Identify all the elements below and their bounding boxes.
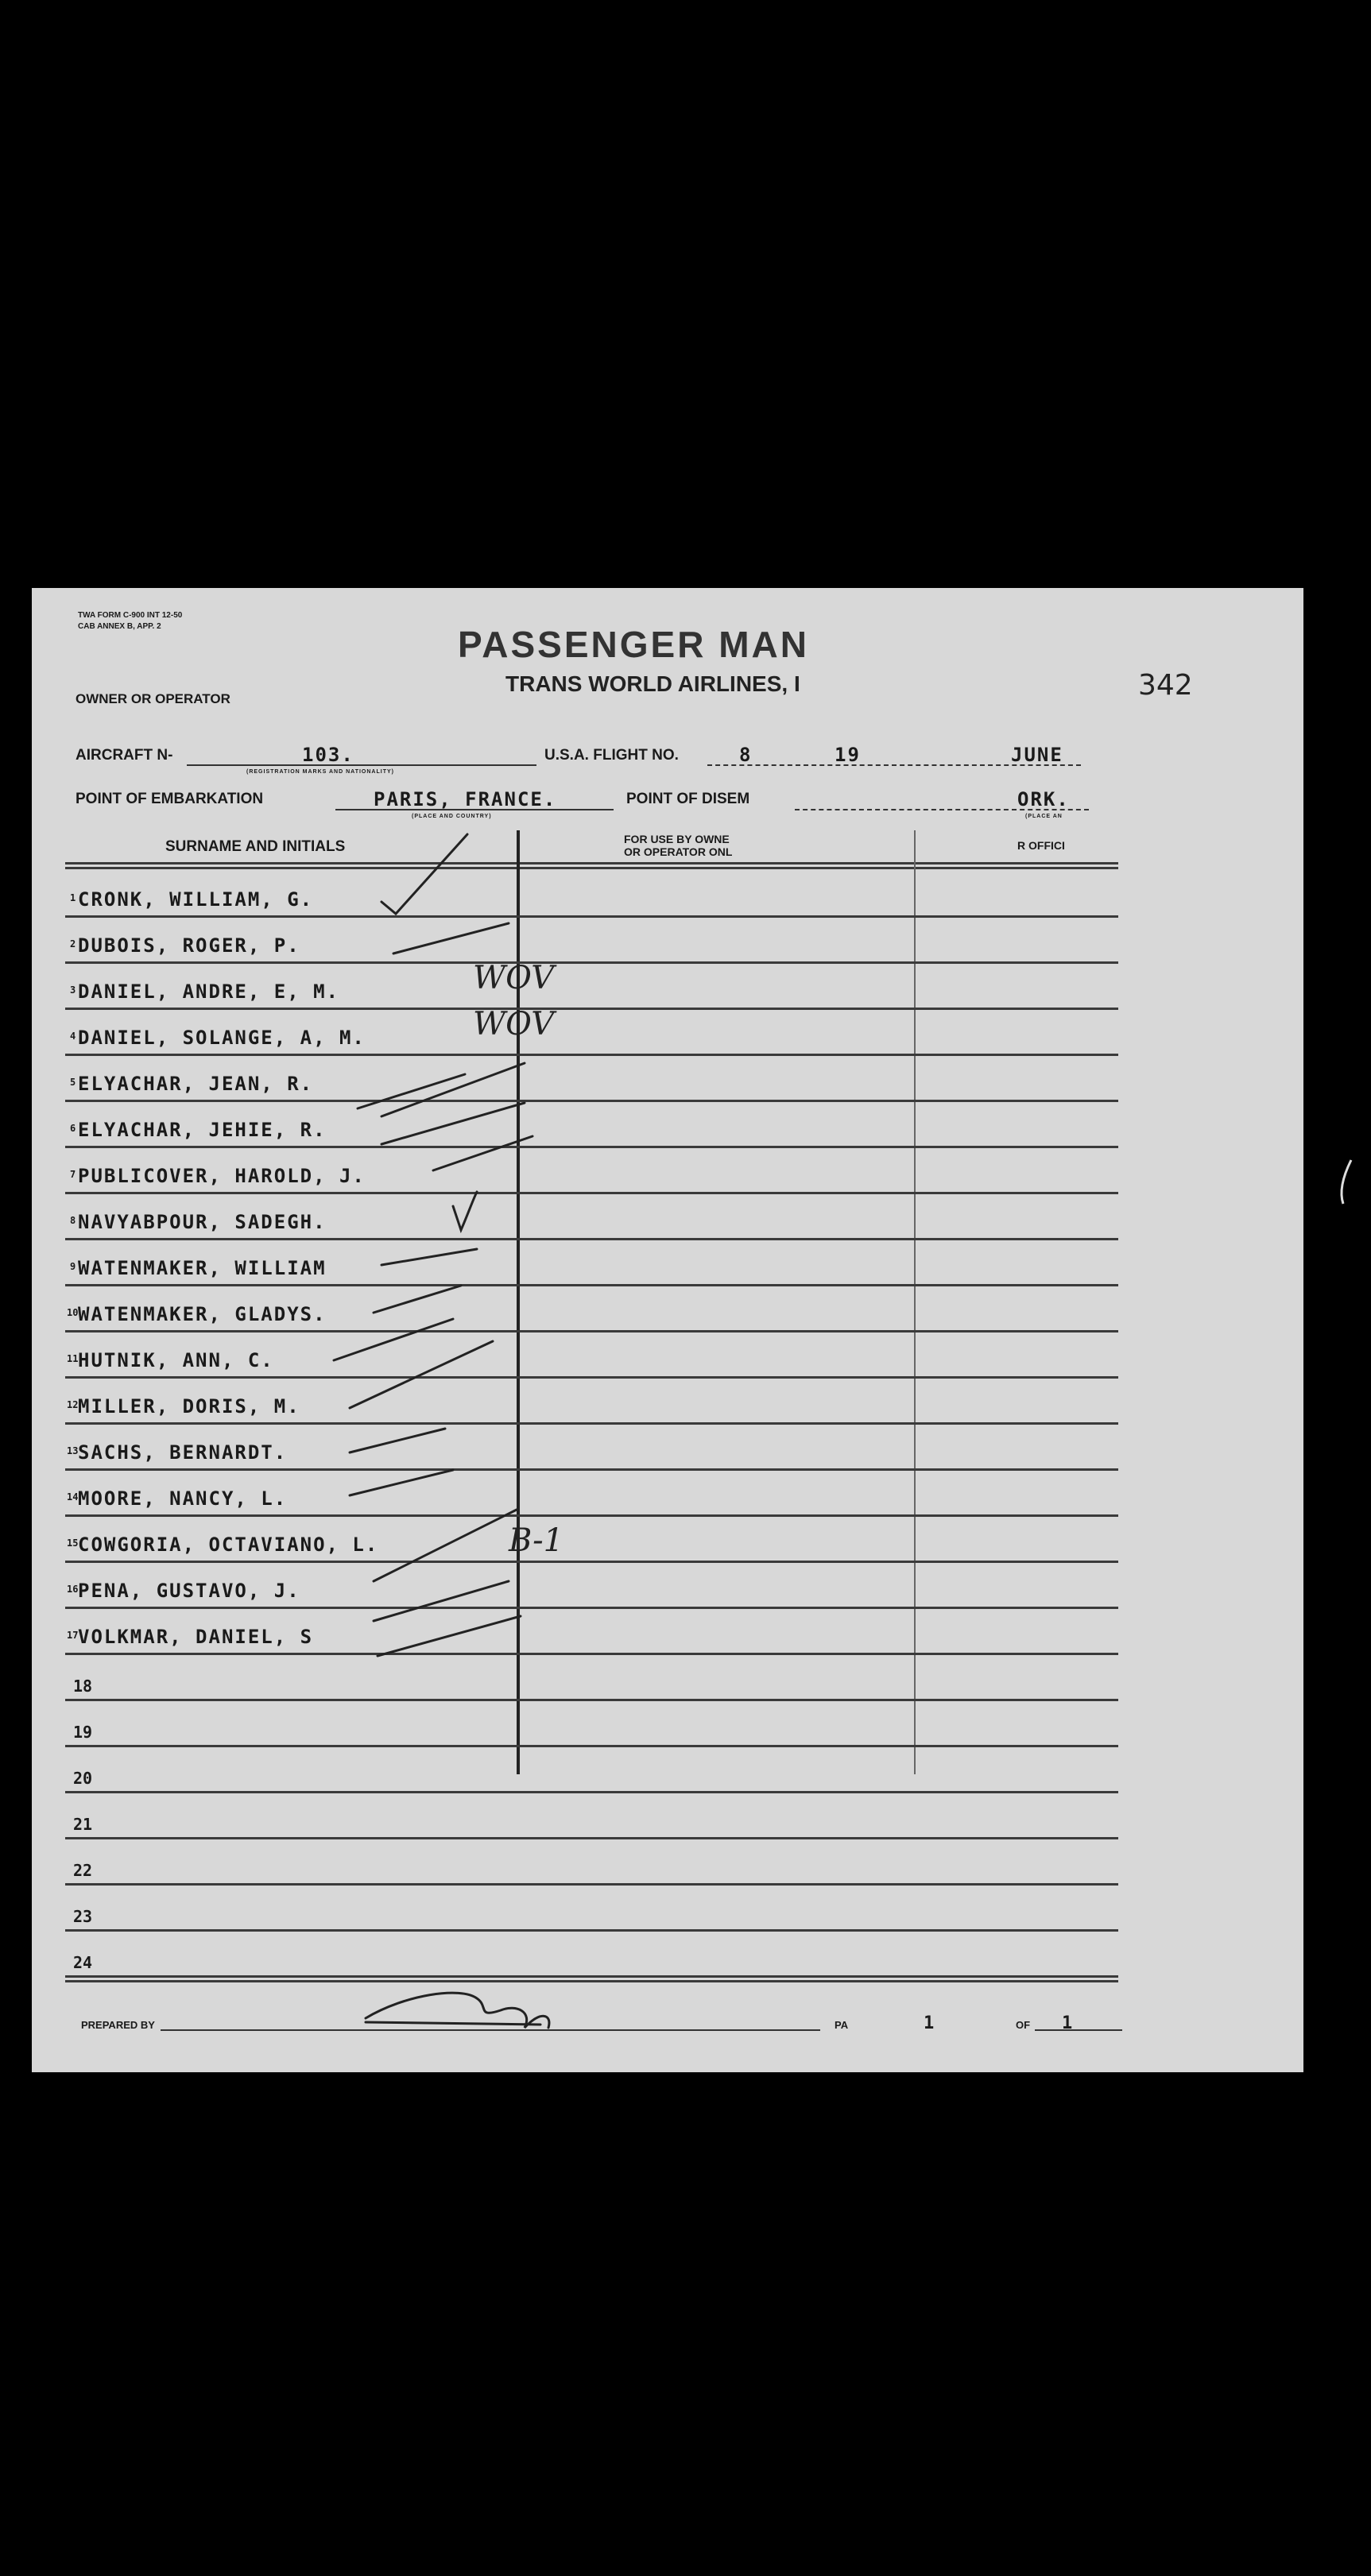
registration-caption: (REGISTRATION MARKS AND NATIONALITY) (246, 769, 394, 775)
row-number: 19 (73, 1723, 93, 1742)
row-number: 15 (67, 1537, 79, 1549)
row-number: 22 (73, 1861, 93, 1880)
passenger-name: NAVYABPOUR, SADEGH. (78, 1211, 327, 1233)
place-caption: (PLACE AND COUNTRY) (412, 814, 492, 819)
official-use-header: R OFFICI (1017, 839, 1065, 852)
passenger-name: VOLKMAR, DANIEL, S (78, 1626, 314, 1648)
airline-name: TRANS WORLD AIRLINES, I (505, 671, 800, 696)
handwritten-wov-1: WOV (473, 960, 555, 996)
passenger-name: DANIEL, ANDRE, E, M. (78, 981, 339, 1003)
disembarkation-value: ORK. (1017, 788, 1070, 810)
row-number: 20 (73, 1769, 93, 1788)
prepared-by-label: PREPARED BY (81, 2019, 155, 2031)
row-number: 17 (67, 1630, 79, 1641)
row-number: 7 (70, 1169, 76, 1180)
row-number: 21 (73, 1815, 93, 1834)
month-value: JUNE (1011, 744, 1063, 766)
passenger-name: COWGORIA, OCTAVIANO, L. (78, 1534, 379, 1556)
passenger-name: ELYACHAR, JEAN, R. (78, 1073, 314, 1095)
row-number: 14 (67, 1491, 79, 1503)
tick-stroke-icon (350, 1470, 453, 1495)
row-number: 4 (70, 1031, 76, 1042)
tick-stroke-icon (378, 1616, 521, 1656)
handwritten-wov-2: WOV (473, 1006, 555, 1042)
tick-stroke-icon (374, 1510, 517, 1581)
embarkation-label: POINT OF EMBARKATION (76, 791, 264, 807)
row-number: 3 (70, 984, 76, 996)
tick-stroke-icon (374, 1286, 461, 1313)
row-number: 16 (67, 1584, 79, 1595)
passenger-name: DANIEL, SOLANGE, A, M. (78, 1027, 366, 1049)
tick-stroke-icon (393, 923, 509, 953)
page-value: 1 (924, 2013, 936, 2033)
flight-value: 8 (739, 744, 753, 766)
handwritten-checkmarks (32, 588, 1303, 2072)
row-number: 6 (70, 1123, 76, 1134)
tick-stroke-icon (334, 1319, 453, 1360)
place-caption-2: (PLACE AN (1025, 814, 1063, 819)
passenger-name: PUBLICOVER, HAROLD, J. (78, 1165, 366, 1187)
row-number: 8 (70, 1215, 76, 1226)
owner-label: OWNER OR OPERATOR (76, 691, 230, 706)
passenger-name: SACHS, BERNARDT. (78, 1441, 288, 1464)
row-number: 11 (67, 1353, 79, 1364)
passenger-name: MOORE, NANCY, L. (78, 1487, 288, 1510)
page-label: PA (835, 2019, 849, 2031)
passenger-name: CRONK, WILLIAM, G. (78, 888, 314, 911)
tick-stroke-icon (381, 1249, 477, 1265)
tick-stroke-icon (433, 1136, 533, 1170)
row-number: 2 (70, 938, 76, 950)
date-value: 19 (835, 744, 861, 766)
passenger-name: MILLER, DORIS, M. (78, 1395, 300, 1418)
row-number: 18 (73, 1677, 93, 1696)
form-id: TWA FORM C-900 INT 12-50 (78, 611, 183, 620)
embarkation-value: PARIS, FRANCE. (374, 788, 557, 810)
passenger-name: DUBOIS, ROGER, P. (78, 934, 300, 957)
passenger-name: ELYACHAR, JEHIE, R. (78, 1119, 327, 1141)
row-number: 24 (73, 1953, 93, 1972)
manifest-title: PASSENGER MAN (458, 624, 809, 665)
passenger-name: PENA, GUSTAVO, J. (78, 1580, 300, 1602)
handwritten-b1: B-1 (509, 1522, 564, 1559)
surname-column-header: SURNAME AND INITIALS (165, 838, 346, 855)
row-number: 23 (73, 1907, 93, 1926)
aircraft-value: 103. (302, 744, 354, 766)
passenger-name: HUTNIK, ANN, C. (78, 1349, 274, 1371)
disembarkation-label: POINT OF DISEM (626, 791, 750, 807)
passenger-name: WATENMAKER, WILLIAM (78, 1257, 327, 1279)
tick-stroke-icon (350, 1429, 445, 1452)
aircraft-label: AIRCRAFT N- (76, 747, 173, 764)
owner-use-header-2: OR OPERATOR ONL (624, 845, 733, 858)
flight-label: U.S.A. FLIGHT NO. (544, 747, 679, 764)
checkmark-icon (381, 834, 467, 914)
tick-stroke-icon (374, 1581, 509, 1621)
tick-stroke-icon (350, 1341, 493, 1408)
manifest-sheet (32, 588, 1303, 2072)
passenger-name: WATENMAKER, GLADYS. (78, 1303, 327, 1325)
handwritten-j-icon (453, 1192, 477, 1230)
row-number: 13 (67, 1445, 79, 1456)
row-number: 12 (67, 1399, 79, 1410)
cab-reference: CAB ANNEX B, APP. 2 (78, 622, 161, 631)
signature-underline-icon (366, 2022, 540, 2025)
row-number: 10 (67, 1307, 79, 1318)
row-number: 1 (70, 892, 76, 903)
of-value: 1 (1062, 2013, 1075, 2033)
owner-use-header-1: FOR USE BY OWNE (624, 833, 730, 845)
row-number: 5 (70, 1077, 76, 1088)
row-number: 9 (70, 1261, 76, 1272)
of-label: OF (1016, 2019, 1031, 2031)
page-number-stamp: 342 (1138, 669, 1193, 702)
margin-stroke-icon (1342, 1160, 1351, 1204)
